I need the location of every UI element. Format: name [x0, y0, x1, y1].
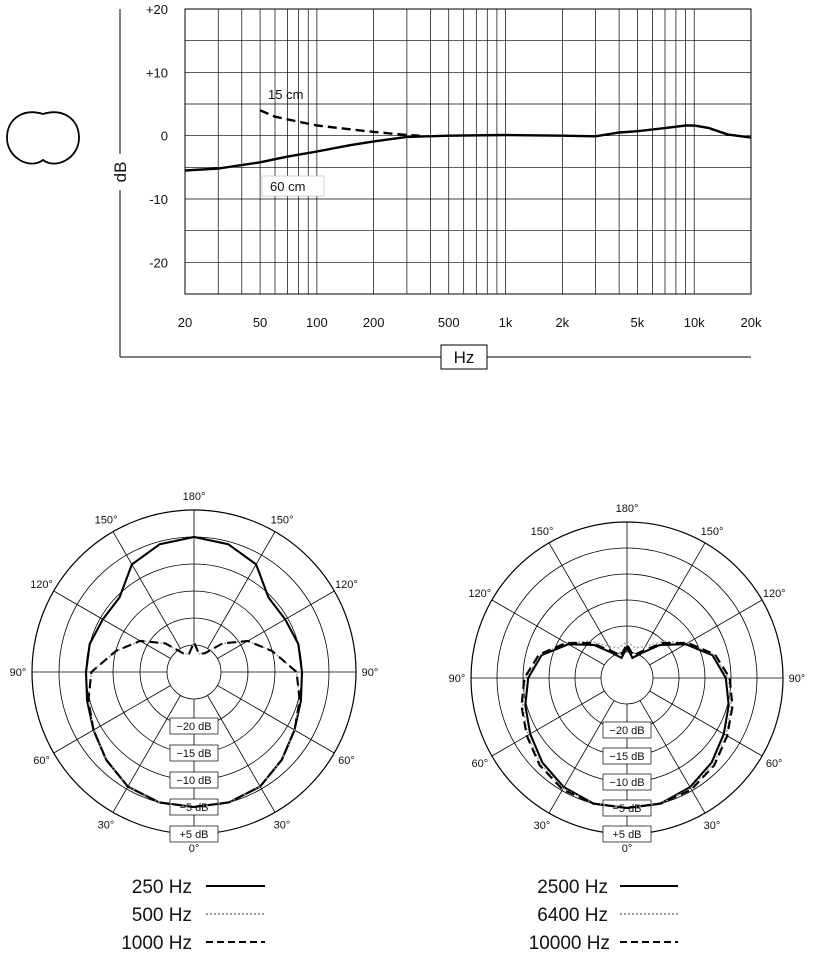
polar-ring-label: +5 dB	[612, 829, 642, 841]
polar-angle-label: 60°	[33, 755, 50, 767]
polar-angle-label: 30°	[703, 820, 721, 833]
y-tick-labels	[146, 2, 168, 270]
series-line-60-cm	[185, 126, 751, 171]
polar-angle-label: 30°	[97, 819, 115, 832]
polar-ring-label: −5 dB	[179, 802, 209, 814]
polar-angle-label: 90°	[361, 667, 379, 679]
y-tick-label: 0	[160, 128, 168, 144]
polar-angle-label: 90°	[9, 667, 27, 679]
polar-angle-label: 90°	[788, 673, 806, 685]
frequency-response-chart	[109, 2, 762, 369]
legend-label: 6400 Hz	[537, 905, 608, 926]
polar-angle-label: 0°	[621, 843, 633, 855]
polar-angle-label: 120°	[30, 579, 53, 591]
x-tick-label: 50	[252, 315, 268, 330]
polar-angle-label: 120°	[468, 588, 492, 600]
polar-ring-label: −20 dB	[176, 721, 212, 733]
y-tick-label: -20	[149, 255, 168, 271]
legend-left	[121, 877, 265, 954]
x-tick-label: 20	[177, 315, 193, 330]
series-label: 15 cm	[268, 87, 304, 102]
polar-angle-label: 60°	[338, 755, 355, 767]
x-tick-label: 100	[306, 315, 328, 330]
x-tick-label: 10k	[683, 315, 705, 330]
x-axis-label: Hz	[453, 348, 475, 367]
polar-ring	[601, 652, 653, 704]
legend-label: 250 Hz	[131, 877, 192, 898]
polar-angle-label: 30°	[273, 819, 291, 832]
polar-angle-label: 0°	[188, 843, 200, 855]
x-tick-label: 500	[437, 315, 460, 330]
polar-angle-label: 150°	[700, 525, 724, 538]
polar-pattern-low	[10, 491, 379, 855]
polar-angle-label: 120°	[762, 588, 786, 600]
x-tick-labels	[178, 315, 762, 330]
polar-angle-label: 150°	[94, 514, 118, 527]
polar-ring-label: −15 dB	[609, 751, 645, 763]
series-label: 60 cm	[270, 179, 306, 194]
polar-ring-label: −5 dB	[612, 803, 642, 815]
polar-angle-label: 150°	[270, 514, 294, 527]
legend-label: 1000 Hz	[121, 933, 192, 954]
polar-ring	[167, 645, 221, 699]
y-tick-label: +20	[145, 2, 168, 17]
polar-ring-label: −15 dB	[176, 748, 212, 760]
x-tick-label: 5k	[630, 315, 645, 330]
x-tick-label: 2k	[555, 315, 570, 330]
polar-ring-label: −20 dB	[609, 725, 645, 737]
response-curves	[185, 87, 751, 196]
polar-angle-label: 60°	[471, 758, 489, 770]
legend-label: 500 Hz	[131, 905, 192, 926]
polar-pattern-high	[449, 503, 806, 855]
polar-angle-label: 150°	[530, 525, 554, 538]
y-tick-label: +10	[145, 65, 168, 81]
polar-ring-label: +5 dB	[179, 829, 209, 841]
polar-ring-label: −10 dB	[609, 777, 645, 789]
y-axis-label: dB	[111, 161, 130, 183]
series-line-15-cm	[260, 110, 419, 135]
polar-angle-label: 180°	[615, 503, 639, 515]
x-tick-label: 1k	[498, 315, 513, 330]
plot-frame	[185, 9, 751, 294]
legend-right	[529, 877, 678, 954]
frequency-grid	[185, 9, 751, 294]
x-tick-label: 20k	[740, 315, 762, 330]
polar-angle-label: 180°	[182, 491, 206, 503]
polar-angle-label: 120°	[335, 579, 358, 591]
polar-angle-label: 60°	[765, 758, 783, 770]
polar-ring-label: −10 dB	[176, 775, 212, 787]
polar-angle-label: 30°	[533, 820, 551, 833]
cardioid-icon	[7, 112, 79, 163]
x-tick-label: 200	[362, 315, 385, 330]
polar-angle-label: 90°	[448, 673, 466, 685]
legend-label: 2500 Hz	[537, 877, 608, 898]
y-tick-label: -10	[149, 192, 168, 207]
legend-label: 10000 Hz	[528, 933, 610, 954]
